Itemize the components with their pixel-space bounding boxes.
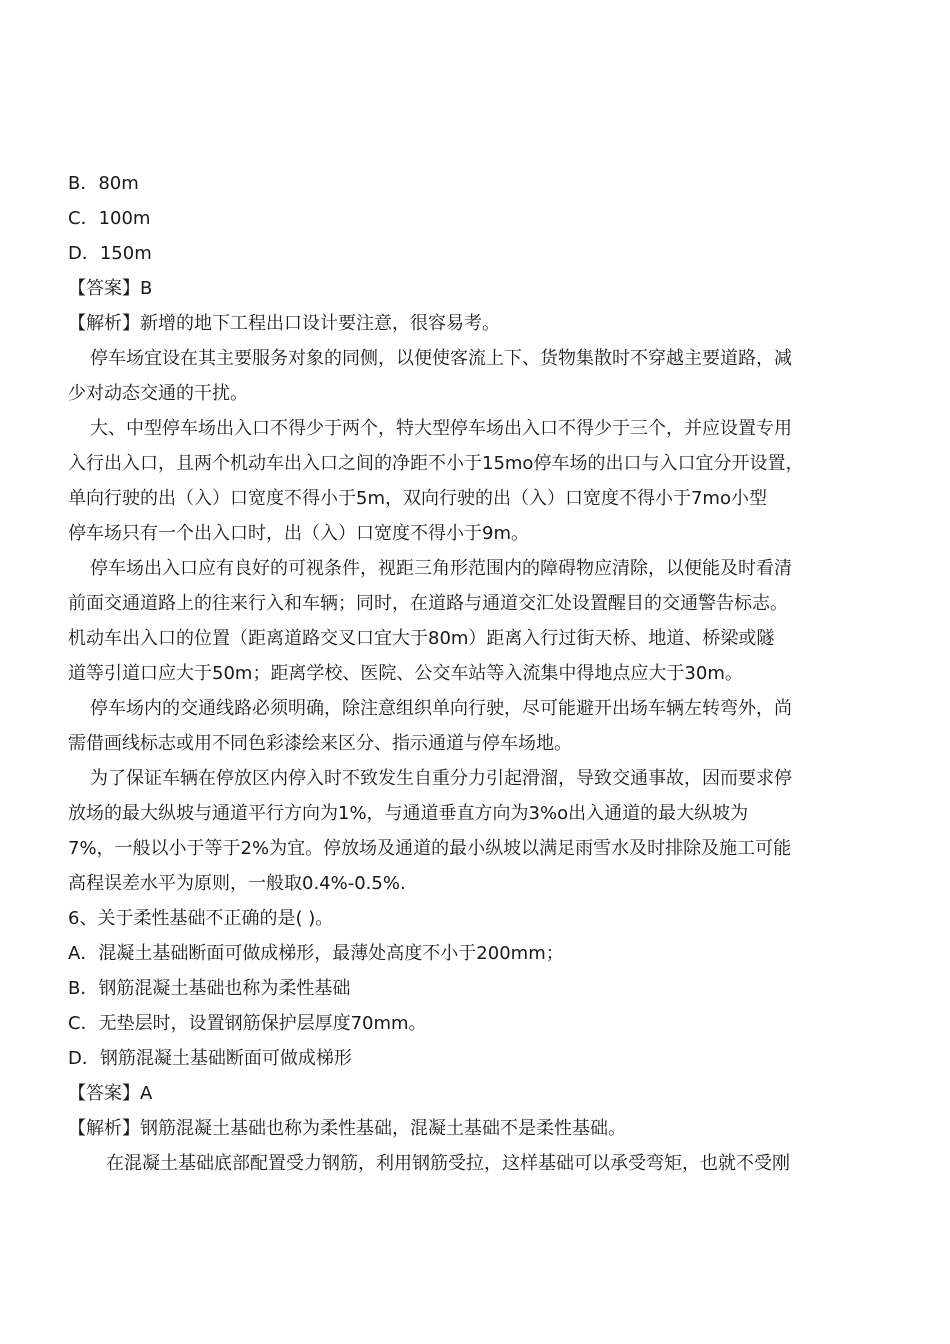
text-line: 【答案】B	[68, 278, 153, 299]
text-line: 停车场出入口应有良好的可视条件，视距三角形范围内的障碍物应清除，以便能及时看清	[90, 558, 792, 579]
text-line: 放场的最大纵坡与通道平行方向为1%，与通道垂直方向为3%o出入通道的最大纵坡为	[68, 803, 749, 824]
text-line: 机动车出入口的位置（距离道路交叉口宜大于80m）距离入行过街天桥、地道、桥梁或隧	[68, 628, 775, 649]
text-line: 道等引道口应大于50m；距离学校、医院、公交车站等入流集中得地点应大于30m。	[68, 663, 743, 684]
text-line: 前面交通道路上的往来行入和车辆；同时，在道路与通道交汇处设置醒目的交通警告标志。	[68, 593, 788, 614]
text-line: A．混凝土基础断面可做成梯形，最薄处高度不小于200mm；	[68, 943, 564, 964]
text-line: 入行出入口，且两个机动车出入口之间的净距不小于15mo停车场的出口与入口宜分开设置，	[68, 453, 804, 474]
text-line: 【解析】新增的地下工程出口设计要注意，很容易考。	[68, 313, 500, 334]
text-line: 停车场宜设在其主要服务对象的同侧，以便使客流上下、货物集散时不穿越主要道路，减	[90, 348, 792, 369]
text-line: 为了保证车辆在停放区内停入时不致发生自重分力引起滑溜，导致交通事故，因而要求停	[90, 768, 792, 789]
text-line: 需借画线标志或用不同色彩漆绘来区分、指示通道与停车场地。	[68, 733, 572, 754]
text-line: D．钢筋混凝土基础断面可做成梯形	[68, 1048, 352, 1069]
text-line: 6、关于柔性基础不正确的是( )。	[68, 908, 334, 929]
text-line: 停车场只有一个出入口时，出（入）口宽度不得小于9m。	[68, 523, 529, 544]
text-line: B．钢筋混凝土基础也称为柔性基础	[68, 978, 351, 999]
text-line: 【答案】A	[68, 1083, 153, 1104]
text-line: 高程误差水平为原则，一般取0.4%-0.5%.	[68, 873, 406, 894]
text-line: C．100m	[68, 208, 151, 229]
document-body	[68, 166, 844, 1181]
text-line: D．150m	[68, 243, 152, 264]
text-line: 【解析】钢筋混凝土基础也称为柔性基础，混凝土基础不是柔性基础。	[68, 1118, 626, 1139]
text-line: 7%，一般以小于等于2%为宜。停放场及通道的最小纵坡以满足雨雪水及时排除及施工可能	[68, 838, 792, 859]
text-line: 大、中型停车场出入口不得少于两个，特大型停车场出入口不得少于三个，并应设置专用	[90, 418, 792, 439]
text-line: 在混凝土基础底部配置受力钢筋，利用钢筋受拉，这样基础可以承受弯矩，也就不受刚	[106, 1153, 790, 1174]
text-line: B．80m	[68, 173, 139, 194]
text-line: 停车场内的交通线路必须明确，除注意组织单向行驶，尽可能避开出场车辆左转弯外，尚	[90, 698, 792, 719]
text-line: C．无垫层时，设置钢筋保护层厚度70mm。	[68, 1013, 427, 1034]
text-line: 少对动态交通的干扰。	[68, 383, 248, 404]
text-line: 单向行驶的出（入）口宽度不得小于5m，双向行驶的出（入）口宽度不得小于7mo小型	[68, 488, 767, 509]
